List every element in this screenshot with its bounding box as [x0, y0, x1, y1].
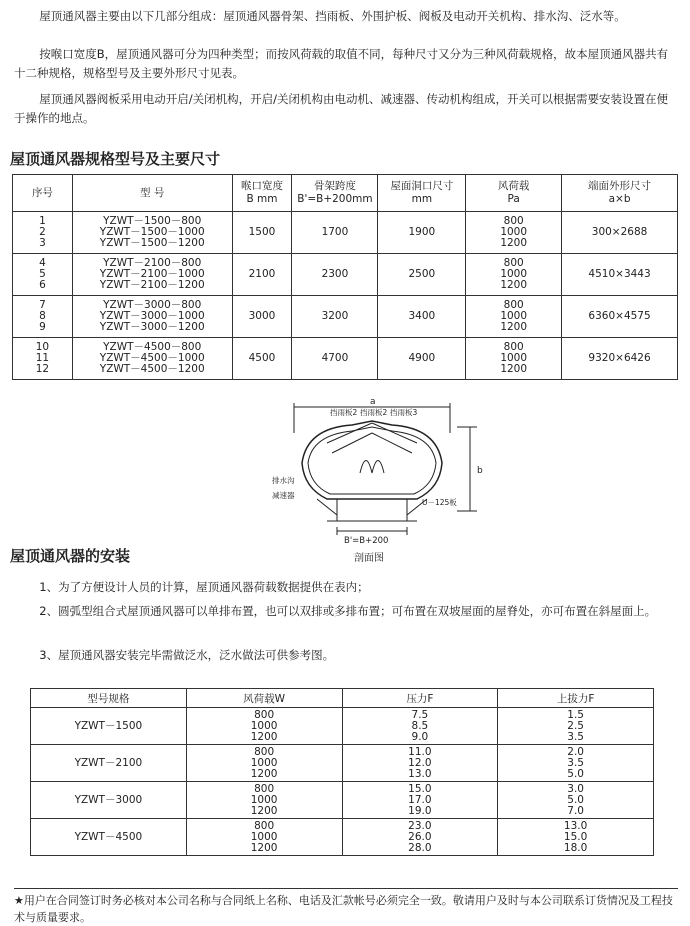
spec-table	[12, 174, 678, 380]
header-span: 骨架跨度 B'=B+200mm	[292, 175, 378, 212]
load-table-row	[31, 819, 654, 856]
spec-group-row	[13, 296, 678, 338]
cell-uplift: 1.5 2.5 3.5	[498, 708, 654, 745]
load-table-row	[31, 745, 654, 782]
label-a: a	[370, 397, 376, 407]
header-no: 序号	[13, 175, 73, 212]
spec-group-row	[13, 212, 678, 254]
header-wind: 风荷载 Pa	[466, 175, 562, 212]
group-wind: 800 1000 1200	[466, 296, 562, 338]
label-reducer: 减速器	[272, 491, 295, 500]
group-models: YZWT－3000－800 YZWT－3000－1000 YZWT－3000－1200	[72, 296, 232, 338]
group-throat: 2100	[232, 254, 292, 296]
cell-model: YZWT－1500	[31, 708, 187, 745]
group-throat: 3000	[232, 296, 292, 338]
header-throat: 喉口宽度 B mm	[232, 175, 292, 212]
header-uplift: 上拔力F	[498, 689, 654, 708]
install-section-title: 屋顶通风器的安装	[10, 547, 131, 565]
cell-wind: 800 1000 1200	[186, 819, 342, 856]
cell-wind: 800 1000 1200	[186, 782, 342, 819]
cell-pressure: 7.5 8.5 9.0	[342, 708, 498, 745]
cell-wind: 800 1000 1200	[186, 745, 342, 782]
group-size: 4510×3443	[562, 254, 678, 296]
group-models: YZWT－4500－800 YZWT－4500－1000 YZWT－4500－1200	[72, 338, 232, 380]
label-u-plate: U－125板	[422, 498, 457, 507]
group-throat: 4500	[232, 338, 292, 380]
group-nos: 10 11 12	[13, 338, 73, 380]
header-opening: 屋面洞口尺寸 mm	[378, 175, 466, 212]
group-opening: 1900	[378, 212, 466, 254]
header-size: 端面外形尺寸 a×b	[562, 175, 678, 212]
group-models: YZWT－1500－800 YZWT－1500－1000 YZWT－1500－1200	[72, 212, 232, 254]
section-diagram	[272, 393, 492, 568]
load-table-row	[31, 782, 654, 819]
intro-paragraph-1: 屋顶通风器主要由以下几部分组成：屋顶通风器骨架、挡雨板、外围护板、阀板及电动开关机构、排水沟、泛水等。	[39, 9, 626, 23]
cell-model: YZWT－3000	[31, 782, 187, 819]
header-model: 型 号	[72, 175, 232, 212]
group-nos: 1 2 3	[13, 212, 73, 254]
install-item-3: 3、屋顶通风器安装完毕需做泛水，泛水做法可供参考图。	[39, 648, 335, 662]
group-throat: 1500	[232, 212, 292, 254]
header-model: 型号规格	[31, 689, 187, 708]
cell-model: YZWT－2100	[31, 745, 187, 782]
group-nos: 7 8 9	[13, 296, 73, 338]
group-span: 3200	[292, 296, 378, 338]
group-wind: 800 1000 1200	[466, 254, 562, 296]
install-item-1: 1、为了方便设计人员的计算，屋顶通风器荷载数据提供在表内；	[39, 580, 369, 594]
spec-table-header-row	[13, 175, 678, 212]
group-nos: 4 5 6	[13, 254, 73, 296]
header-pressure: 压力F	[342, 689, 498, 708]
ventilator-outline	[302, 421, 442, 499]
group-wind: 800 1000 1200	[466, 338, 562, 380]
group-opening: 4900	[378, 338, 466, 380]
load-table-row	[31, 708, 654, 745]
cell-uplift: 13.0 15.0 18.0	[498, 819, 654, 856]
cell-pressure: 23.0 26.0 28.0	[342, 819, 498, 856]
group-opening: 3400	[378, 296, 466, 338]
diagram-caption: 剖面图	[354, 553, 384, 564]
intro-paragraph-2: 按喉口宽度B，屋顶通风器可分为四种类型；而按风荷载的取值不同，每种尺寸又分为三种风荷载规格，故本屋顶通风器共有十二种规格，规格型号及主要外形尺寸见表。	[14, 47, 669, 80]
cell-wind: 800 1000 1200	[186, 708, 342, 745]
intro-paragraph-3: 屋顶通风器阀板采用电动开启/关闭机构，开启/关闭机构由电动机、减速器、传动机构组成，开关可以根据需要安装设置在便于操作的地点。	[14, 92, 669, 125]
load-table	[30, 688, 654, 856]
label-span: B'=B+200	[344, 536, 389, 546]
spec-section-title: 屋顶通风器规格型号及主要尺寸	[10, 150, 221, 168]
group-span: 4700	[292, 338, 378, 380]
label-gutter: 排水沟	[272, 476, 295, 485]
load-table-header-row	[31, 689, 654, 708]
spec-group-row	[13, 338, 678, 380]
cell-pressure: 15.0 17.0 19.0	[342, 782, 498, 819]
spec-group-row	[13, 254, 678, 296]
label-rain-plate-3: 挡雨板3	[390, 408, 418, 417]
label-b: b	[477, 466, 483, 476]
cell-uplift: 3.0 5.0 7.0	[498, 782, 654, 819]
group-span: 2300	[292, 254, 378, 296]
install-item-2: 2、圆弧型组合式屋顶通风器可以单排布置，也可以双排或多排布置；可布置在双坡屋面的屋脊处，亦可布置在斜屋面上。	[39, 604, 657, 618]
group-models: YZWT－2100－800 YZWT－2100－1000 YZWT－2100－1200	[72, 254, 232, 296]
header-wind: 风荷载W	[186, 689, 342, 708]
group-span: 1700	[292, 212, 378, 254]
group-size: 300×2688	[562, 212, 678, 254]
group-size: 9320×6426	[562, 338, 678, 380]
cell-uplift: 2.0 3.5 5.0	[498, 745, 654, 782]
footer-note: ★用户在合同签订时务必核对本公司名称与合同纸上名称、电话及汇款帐号必须完全一致。敬请用户及时与本公司联系订货情况及工程技术与质量要求。	[14, 888, 678, 926]
cell-pressure: 11.0 12.0 13.0	[342, 745, 498, 782]
group-wind: 800 1000 1200	[466, 212, 562, 254]
group-opening: 2500	[378, 254, 466, 296]
label-rain-plate-2a: 挡雨板2	[330, 408, 358, 417]
label-rain-plate-2b: 挡雨板2	[360, 408, 388, 417]
cell-model: YZWT－4500	[31, 819, 187, 856]
group-size: 6360×4575	[562, 296, 678, 338]
